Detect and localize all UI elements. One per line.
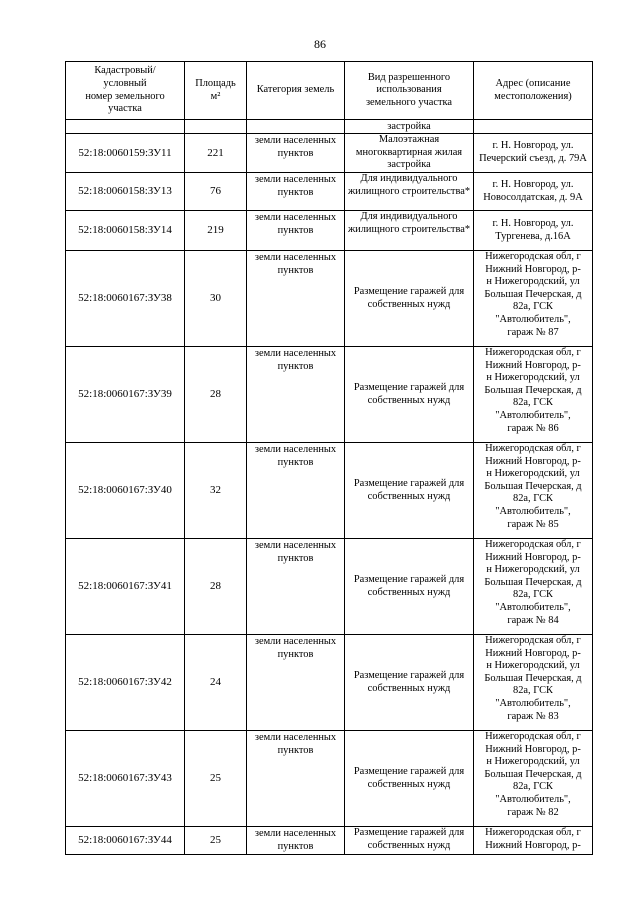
cadastral-number-cell: 52:18:0060167:ЗУ43 <box>66 731 185 827</box>
table-row <box>66 251 593 347</box>
address-cell: Нижегородская обл, г Нижний Новгород, р- н Нижегородский, ул Большая Печерская, д 82а, ГСК "Автолюбитель", гараж № 86 <box>474 347 593 443</box>
table-row <box>66 347 593 443</box>
permitted-use-cell: Размещение гаражей для собственных нужд <box>345 251 474 347</box>
land-category-cell: земли населенных пунктов <box>247 173 345 211</box>
area-cell: 28 <box>185 539 247 635</box>
land-category-cell: земли населенных пунктов <box>247 251 345 347</box>
area-cell: 30 <box>185 251 247 347</box>
land-category-cell: земли населенных пунктов <box>247 635 345 731</box>
address-cell: Нижегородская обл, г Нижний Новгород, р- н Нижегородский, ул Большая Печерская, д 82а, ГСК "Автолюбитель", гараж № 85 <box>474 443 593 539</box>
cadastral-number-cell: 52:18:0060167:ЗУ44 <box>66 827 185 855</box>
cadastral-number-cell: 52:18:0060158:ЗУ14 <box>66 211 185 251</box>
table-body <box>66 120 593 855</box>
cadastral-number-cell: 52:18:0060167:ЗУ39 <box>66 347 185 443</box>
land-category-cell: земли населенных пунктов <box>247 539 345 635</box>
permitted-use-cell: Для индивидуального жилищного строительства* <box>345 211 474 251</box>
table-row <box>66 173 593 211</box>
cadastral-number-cell: 52:18:0060167:ЗУ40 <box>66 443 185 539</box>
area-cell: 25 <box>185 827 247 855</box>
permitted-use-cell: Размещение гаражей для собственных нужд <box>345 827 474 855</box>
header-area: Площадь м² <box>185 62 247 120</box>
header-cadastral-number: Кадастровый/ условный номер земельного участка <box>66 62 185 120</box>
address-cell: Нижегородская обл, г Нижний Новгород, р- н Нижегородский, ул Большая Печерская, д 82а, ГСК "Автолюбитель", гараж № 87 <box>474 251 593 347</box>
cadastral-number-cell: 52:18:0060167:ЗУ41 <box>66 539 185 635</box>
address-cell: г. Н. Новгород, ул. Печерский съезд, д. 79А <box>474 134 593 173</box>
land-category-cell: земли населенных пунктов <box>247 827 345 855</box>
table-header-row <box>66 62 593 120</box>
table-row <box>66 211 593 251</box>
address-cell: Нижегородская обл, г Нижний Новгород, р- н Нижегородский, ул Большая Печерская, д 82а, ГСК "Автолюбитель", гараж № 83 <box>474 635 593 731</box>
table-row <box>66 731 593 827</box>
table-row <box>66 539 593 635</box>
permitted-use-cell: Для индивидуального жилищного строительства* <box>345 173 474 211</box>
area-cell: 221 <box>185 134 247 173</box>
permitted-use-cell: Размещение гаражей для собственных нужд <box>345 731 474 827</box>
area-cell: 32 <box>185 443 247 539</box>
area-cell: 25 <box>185 731 247 827</box>
area-cell: 76 <box>185 173 247 211</box>
header-land-category: Категория земель <box>247 62 345 120</box>
address-cell: Нижегородская обл, г Нижний Новгород, р- н Нижегородский, ул Большая Печерская, д 82а, ГСК "Автолюбитель", гараж № 84 <box>474 539 593 635</box>
address-cell: г. Н. Новгород, ул. Новосолдатская, д. 9А <box>474 173 593 211</box>
header-permitted-use: Вид разрешенного использования земельного участка <box>345 62 474 120</box>
area-cell: 28 <box>185 347 247 443</box>
cadastral-number-cell: 52:18:0060167:ЗУ38 <box>66 251 185 347</box>
continuation-row <box>66 120 593 134</box>
area-cell: 219 <box>185 211 247 251</box>
table-row <box>66 827 593 855</box>
land-category-cell: земли населенных пунктов <box>247 347 345 443</box>
table-row <box>66 443 593 539</box>
table-row <box>66 134 593 173</box>
land-category-cell: земли населенных пунктов <box>247 134 345 173</box>
cadastral-number-cell: 52:18:0060158:ЗУ13 <box>66 173 185 211</box>
land-category-cell: земли населенных пунктов <box>247 443 345 539</box>
land-plots-table <box>65 61 593 855</box>
permitted-use-cell: Размещение гаражей для собственных нужд <box>345 635 474 731</box>
page-number: 86 <box>314 37 326 51</box>
cadastral-number-cell: 52:18:0060159:ЗУ11 <box>66 134 185 173</box>
header-address: Адрес (описание местоположения) <box>474 62 593 120</box>
continuation-cell: застройка <box>345 120 474 134</box>
address-cell: Нижегородская обл, г Нижний Новгород, р- н Нижегородский, ул Большая Печерская, д 82а, ГСК "Автолюбитель", гараж № 82 <box>474 731 593 827</box>
land-category-cell: земли населенных пунктов <box>247 211 345 251</box>
permitted-use-cell: Размещение гаражей для собственных нужд <box>345 443 474 539</box>
land-category-cell: земли населенных пунктов <box>247 731 345 827</box>
permitted-use-cell: Малоэтажная многоквартирная жилая застройка <box>345 134 474 173</box>
permitted-use-cell: Размещение гаражей для собственных нужд <box>345 347 474 443</box>
address-cell: г. Н. Новгород, ул. Тургенева, д.16А <box>474 211 593 251</box>
area-cell: 24 <box>185 635 247 731</box>
table-row <box>66 635 593 731</box>
permitted-use-cell: Размещение гаражей для собственных нужд <box>345 539 474 635</box>
address-cell: Нижегородская обл, г Нижний Новгород, р- <box>474 827 593 855</box>
cadastral-number-cell: 52:18:0060167:ЗУ42 <box>66 635 185 731</box>
